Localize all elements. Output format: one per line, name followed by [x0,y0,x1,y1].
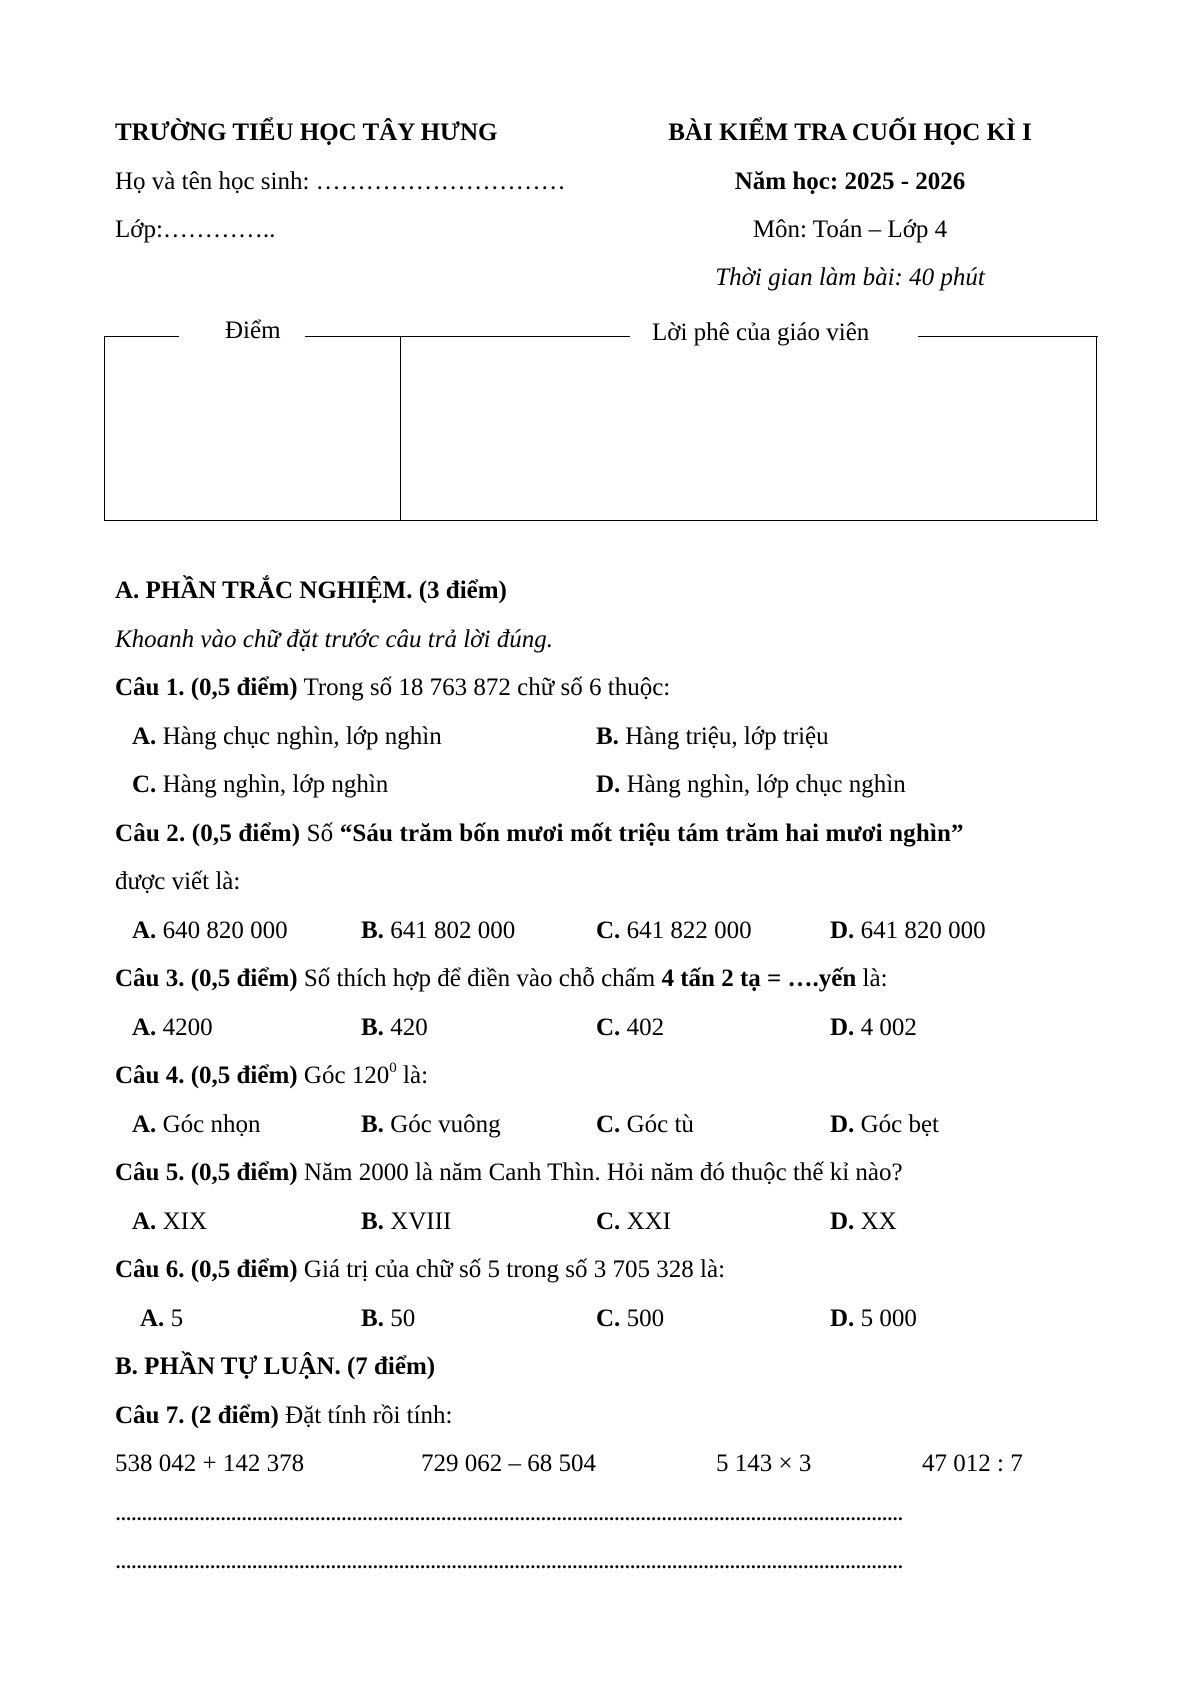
question-7-text: Đặt tính rồi tính: [278,1402,453,1429]
comment-label: Lời phê của giáo viên [652,319,870,346]
option-letter: B. [361,1014,384,1041]
comment-area[interactable] [402,338,1094,519]
q1-option-a[interactable] [132,724,442,749]
box-right-border [1096,336,1097,521]
score-label: Điểm [225,317,281,344]
q1-option-c[interactable] [132,772,388,797]
box-bottom-border [104,520,1098,521]
q6-option-c[interactable] [596,1306,664,1331]
option-text: XIX [156,1208,207,1235]
option-letter: B. [361,1305,384,1332]
box-divider [400,336,401,521]
question-4-text: Góc 120 [297,1062,390,1089]
option-text: 50 [383,1305,416,1332]
q2-option-c[interactable] [596,918,752,943]
option-text: 5 000 [854,1305,917,1332]
option-letter: A. [132,723,157,750]
answer-line[interactable]: ...................................................................................................................................................... [115,1500,903,1525]
option-letter: D. [830,1014,855,1041]
option-letter: B. [361,1208,384,1235]
option-letter: A. [132,1111,157,1138]
option-letter: C. [596,1014,621,1041]
question-3 [115,966,888,991]
answer-line[interactable]: ...................................................................................................................................................... [115,1548,903,1573]
question-3-label: Câu 3. (0,5 điểm) [115,965,298,992]
option-letter: D. [596,771,621,798]
q3-option-d[interactable] [830,1015,917,1040]
question-2-label: Câu 2. (0,5 điểm) [115,820,301,847]
q5-option-a[interactable] [132,1209,207,1234]
option-text: Hàng nghìn, lớp chục nghìn [620,771,906,798]
option-text: Hàng nghìn, lớp nghìn [156,771,389,798]
calculation-3: 5 143 × 3 [716,1450,812,1477]
option-text: XX [854,1208,897,1235]
question-3-text: Số thích hợp để điền vào chỗ chấm [297,965,662,992]
option-text: 5 [164,1305,184,1332]
option-letter: D. [830,917,855,944]
option-text: 4200 [156,1014,213,1041]
option-letter: C. [596,917,621,944]
degree-superscript: 0 [389,1060,397,1076]
option-text: Góc tù [620,1111,694,1138]
q5-option-c[interactable] [596,1209,671,1234]
option-letter: A. [140,1305,165,1332]
question-1-label: Câu 1. (0,5 điểm) [115,674,298,701]
option-letter: D. [830,1111,855,1138]
class-field[interactable]: Lớp:………….. [115,216,276,243]
option-text: Góc vuông [383,1111,501,1138]
q6-option-a[interactable] [140,1306,183,1331]
option-letter: B. [361,917,384,944]
question-6-label: Câu 6. (0,5 điểm) [115,1256,298,1283]
duration: Thời gian làm bài: 40 phút [715,264,985,291]
option-letter: C. [596,1111,621,1138]
question-3-text-end: là: [856,965,888,992]
question-5 [115,1160,903,1185]
option-text: Hàng triệu, lớp triệu [618,723,829,750]
option-text: Góc bẹt [854,1111,940,1138]
option-text: 640 820 000 [156,917,288,944]
q6-option-d[interactable] [830,1306,917,1331]
question-1 [115,675,670,700]
q4-option-b[interactable] [361,1112,501,1137]
q2-option-d[interactable] [830,918,986,943]
school-name: TRƯỜNG TIỂU HỌC TÂY HƯNG [115,119,498,146]
question-2-text: Số [300,820,340,847]
option-text: 4 002 [854,1014,917,1041]
section-a-instruction: Khoanh vào chữ đặt trước câu trả lời đúng. [115,626,553,653]
question-4-text-end: là: [396,1062,429,1089]
q4-option-d[interactable] [830,1112,939,1137]
exam-title: BÀI KIỂM TRA CUỐI HỌC KÌ I [668,119,1032,146]
option-letter: A. [132,917,157,944]
option-letter: C. [596,1208,621,1235]
option-letter: A. [132,1208,157,1235]
option-letter: D. [830,1305,855,1332]
q1-option-d[interactable] [596,772,906,797]
q3-option-b[interactable] [361,1015,428,1040]
question-1-text: Trong số 18 763 872 chữ số 6 thuộc: [297,674,671,701]
section-a-title: A. PHẦN TRẮC NGHIỆM. (3 điểm) [115,577,507,604]
option-text: 641 802 000 [383,917,516,944]
q6-option-b[interactable] [361,1306,415,1331]
option-text: 402 [620,1014,665,1041]
q5-option-d[interactable] [830,1209,897,1234]
q5-option-b[interactable] [361,1209,451,1234]
option-letter: C. [132,771,157,798]
option-text: XXI [620,1208,671,1235]
box-left-border [104,336,105,521]
question-7-label: Câu 7. (2 điểm) [115,1402,279,1429]
q4-option-a[interactable] [132,1112,260,1137]
subject: Môn: Toán – Lớp 4 [752,216,948,243]
question-6 [115,1257,725,1282]
box-top-border-right [918,336,1098,337]
q2-option-a[interactable] [132,918,288,943]
option-text: 641 822 000 [620,917,752,944]
question-4 [115,1060,429,1089]
question-2-continuation: được viết là: [115,868,241,895]
option-text: 641 820 000 [854,917,986,944]
q3-option-a[interactable] [132,1015,213,1040]
q1-option-b[interactable] [596,724,829,749]
question-7 [115,1403,453,1428]
option-text: XVIII [383,1208,452,1235]
option-text: Góc nhọn [156,1111,261,1138]
school-year: Năm học: 2025 - 2026 [734,168,966,195]
calculation-2: 729 062 – 68 504 [421,1450,596,1477]
option-letter: D. [830,1208,855,1235]
q2-option-b[interactable] [361,918,515,943]
score-area[interactable] [106,338,398,519]
q4-option-c[interactable] [596,1112,694,1137]
q3-option-c[interactable] [596,1015,664,1040]
option-text: Hàng chục nghìn, lớp nghìn [156,723,442,750]
calculation-1: 538 042 + 142 378 [115,1450,305,1477]
option-letter: B. [361,1111,384,1138]
question-2-number-words: “Sáu trăm bốn mươi mốt triệu tám trăm hai mươi nghìn” [339,820,964,847]
student-name-field[interactable]: Họ và tên học sinh: ………………………… [115,168,566,195]
question-4-label: Câu 4. (0,5 điểm) [115,1062,298,1089]
option-letter: A. [132,1014,157,1041]
question-5-label: Câu 5. (0,5 điểm) [115,1159,298,1186]
calculation-4: 47 012 : 7 [922,1450,1023,1477]
option-letter: B. [596,723,619,750]
question-3-expression: 4 tấn 2 tạ = ….yến [661,965,857,992]
box-top-border-left [104,336,179,337]
question-6-text: Giá trị của chữ số 5 trong số 3 705 328 là: [297,1256,726,1283]
option-text: 420 [383,1014,428,1041]
option-letter: C. [596,1305,621,1332]
option-text: 500 [620,1305,665,1332]
box-top-border-middle [305,336,630,337]
question-5-text: Năm 2000 là năm Canh Thìn. Hỏi năm đó thuộc thế kỉ nào? [297,1159,903,1186]
section-b-title: B. PHẦN TỰ LUẬN. (7 điểm) [115,1353,436,1380]
question-2 [115,821,964,846]
